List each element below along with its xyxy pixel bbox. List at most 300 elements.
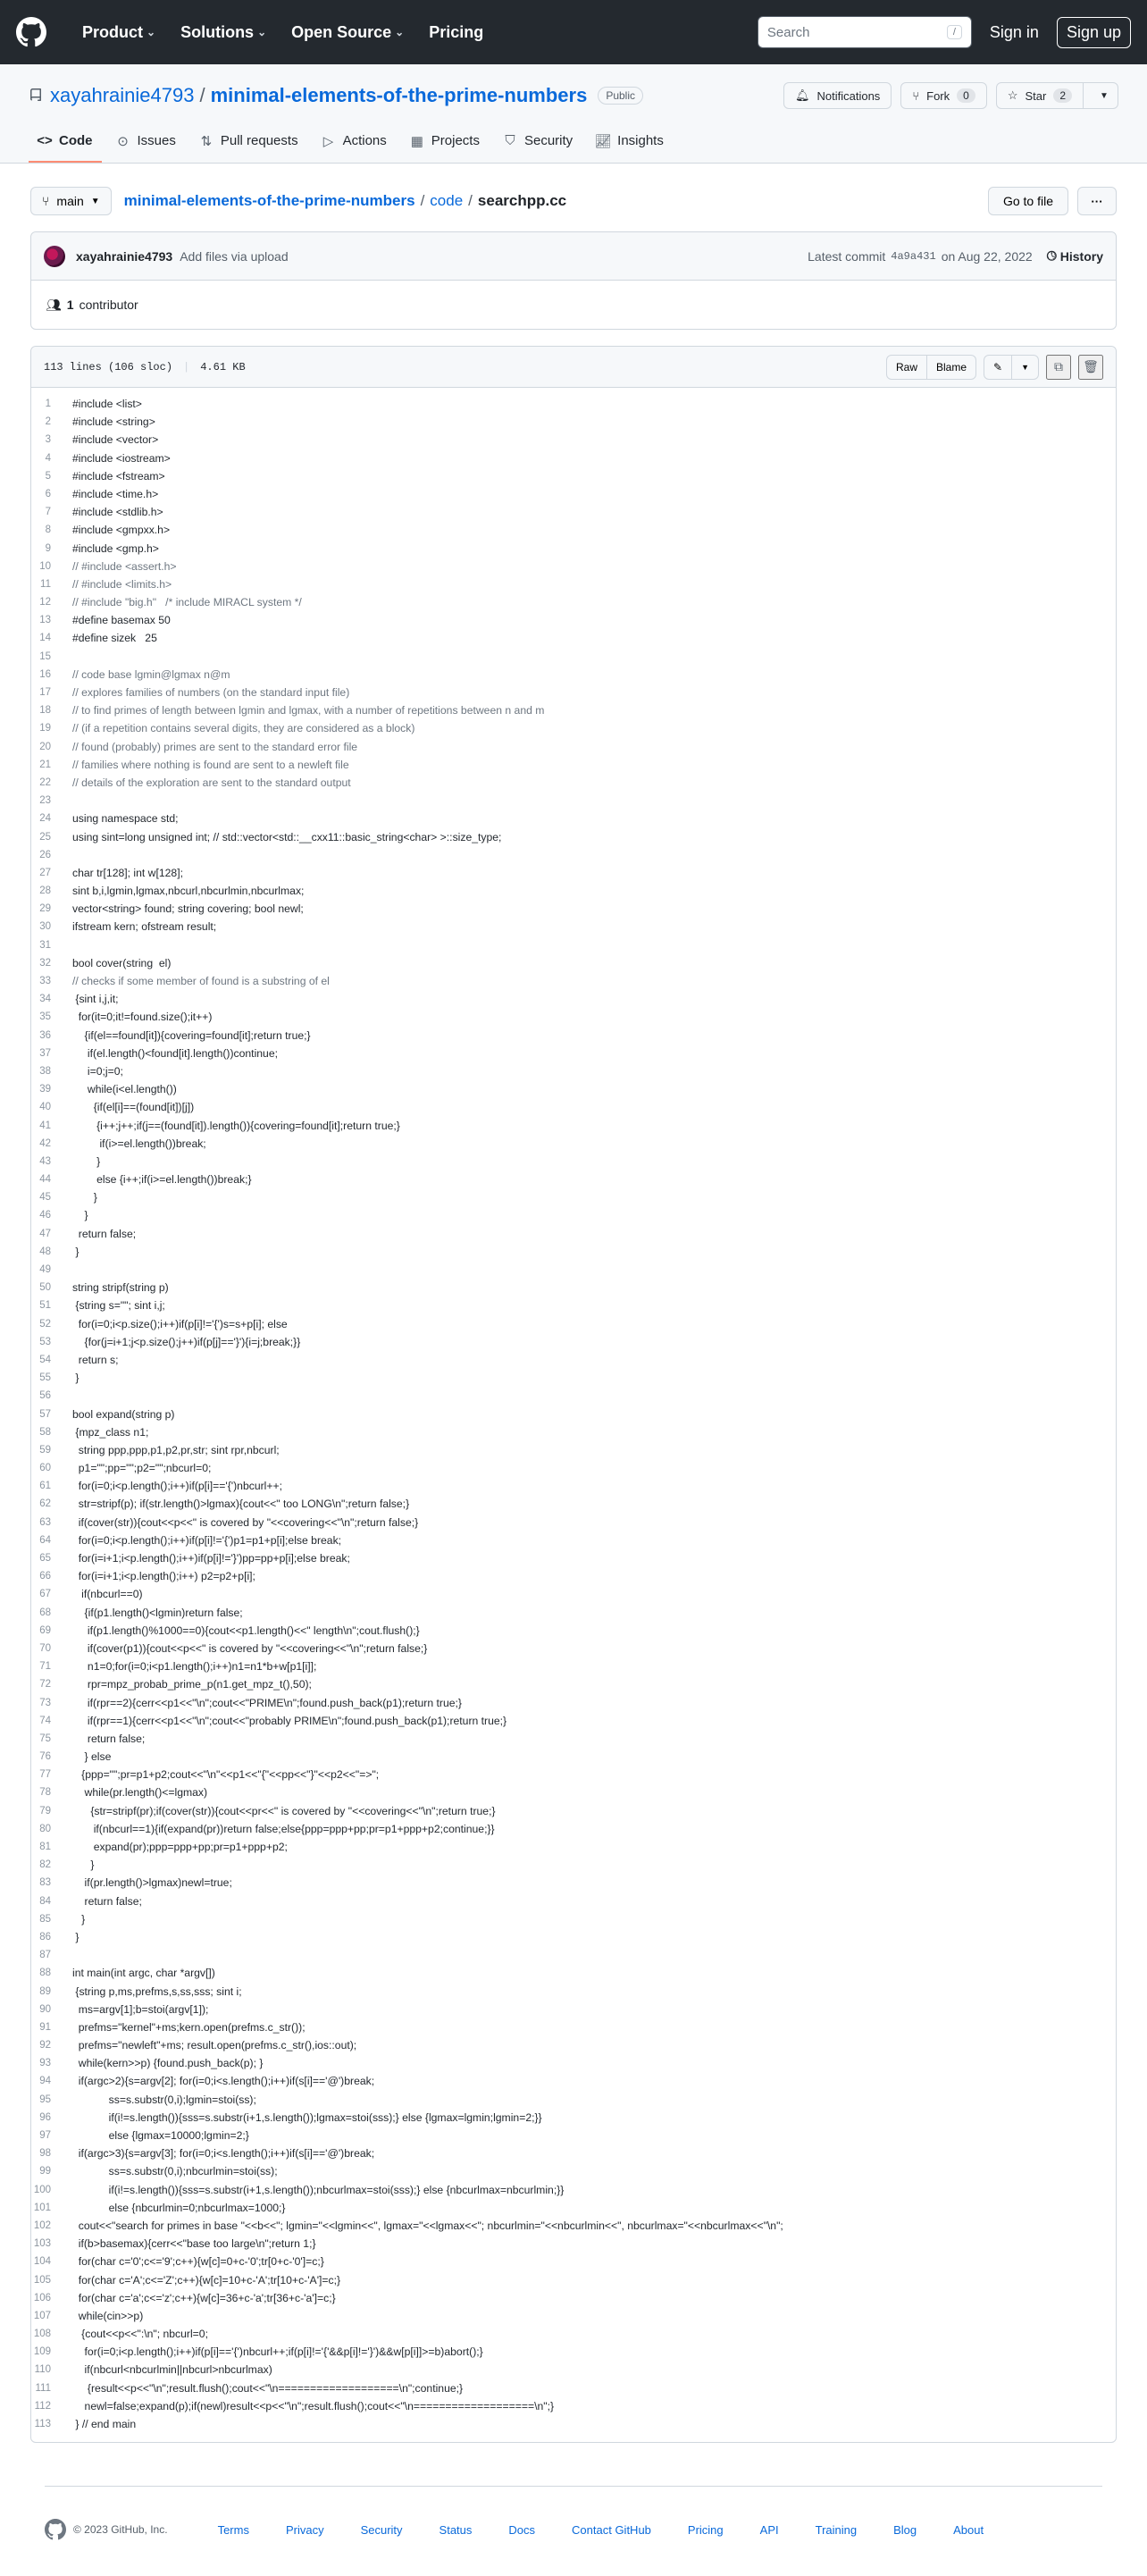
delete-button[interactable]	[1078, 355, 1103, 380]
code-line	[31, 1983, 1116, 2001]
code-line	[31, 1080, 1116, 1098]
line-number[interactable]: 27	[39, 867, 51, 878]
line-number[interactable]: 94	[39, 2076, 51, 2087]
line-number[interactable]: 100	[33, 2184, 51, 2195]
line-number[interactable]: 107	[33, 2310, 51, 2321]
line-number[interactable]: 54	[39, 1354, 51, 1365]
line-number[interactable]: 91	[39, 2021, 51, 2033]
code-line	[31, 2127, 1116, 2144]
line-number[interactable]: 41	[39, 1120, 51, 1131]
commit-sha-link[interactable]: 4a9a431	[891, 249, 936, 263]
code-line	[31, 1910, 1116, 1928]
code-line	[31, 593, 1116, 611]
line-number[interactable]: 104	[33, 2256, 51, 2268]
line-number[interactable]: 14	[39, 633, 51, 644]
line-number[interactable]: 102	[33, 2219, 51, 2231]
line-number[interactable]: 78	[39, 1787, 51, 1799]
line-number[interactable]: 28	[39, 885, 51, 897]
code-line	[31, 1531, 1116, 1549]
line-number[interactable]: 64	[39, 1534, 51, 1546]
code-text	[67, 1261, 72, 1279]
search-box[interactable]	[758, 16, 972, 48]
line-number[interactable]: 61	[39, 1481, 51, 1492]
triangle-down-icon: ▼	[90, 196, 100, 206]
line-number[interactable]: 63	[39, 1516, 51, 1528]
line-number[interactable]: 90	[39, 2003, 51, 2015]
code-text: string ppp,ppp,p1,p2,pr,str; sint rpr,nbcurl;	[72, 1443, 280, 1456]
code-text: return false;	[72, 1732, 146, 1745]
code-line	[31, 1188, 1116, 1206]
code-text: // #include <assert.h>	[72, 559, 177, 573]
line-number[interactable]: 113	[34, 2419, 51, 2429]
code-line	[31, 1296, 1116, 1314]
commit-date: on Aug 22, 2022	[941, 248, 1033, 264]
sign-up-button[interactable]: Sign up	[1057, 17, 1131, 48]
code-text: int main(int argc, char *argv[])	[72, 1967, 215, 1980]
nav-open-source[interactable]	[280, 18, 414, 47]
line-number[interactable]: 75	[39, 1733, 51, 1744]
line-number[interactable]: 21	[39, 759, 51, 770]
code-text: else {nbcurlmin=0;nbcurlmax=1000;}	[72, 2201, 286, 2214]
code-text: using namespace std;	[72, 812, 179, 826]
footer-link-docs[interactable]: Docs	[508, 2522, 536, 2537]
line-number[interactable]: 45	[39, 1192, 51, 1204]
code-line	[31, 1351, 1116, 1369]
code-line	[31, 1766, 1116, 1783]
code-text: #include <time.h>	[72, 487, 159, 500]
code-text: }	[72, 1191, 97, 1204]
line-number[interactable]: 19	[39, 723, 51, 734]
line-number[interactable]: 71	[39, 1661, 51, 1673]
code-text: for(i=0;i<p.length();i++)if(p[i]!='{')p1=p1+p[i];else break;	[72, 1533, 342, 1547]
code-text: // (if a repetition contains several digits, they are considered as a block)	[72, 722, 415, 735]
line-number[interactable]: 49	[39, 1264, 51, 1275]
code-line	[31, 558, 1116, 575]
code-text: if(i!=s.length()){sss=s.substr(i+1,s.length());lgmax=stoi(sss);} else {lgmax=lgmin;lgmin=2;}}	[72, 2110, 542, 2124]
tab-issues-label: Issues	[137, 133, 176, 148]
line-number[interactable]: 31	[39, 939, 51, 951]
notifications-button[interactable]	[783, 82, 892, 109]
line-number[interactable]: 59	[39, 1444, 51, 1456]
line-number[interactable]: 29	[39, 903, 51, 915]
code-line	[31, 882, 1116, 900]
code-text: // found (probably) primes are sent to the standard error file	[72, 740, 358, 753]
code-line	[31, 2361, 1116, 2379]
code-line	[31, 846, 1116, 864]
avatar[interactable]	[44, 246, 65, 267]
code-text	[67, 936, 72, 954]
line-number[interactable]: 16	[39, 668, 51, 680]
tab-insights-label: Insights	[617, 133, 664, 148]
tab-projects[interactable]	[401, 133, 489, 163]
line-number[interactable]: 97	[39, 2130, 51, 2141]
line-number[interactable]: 82	[39, 1859, 51, 1871]
tab-insights[interactable]	[587, 133, 673, 163]
line-number[interactable]: 17	[39, 687, 51, 698]
line-number[interactable]: 69	[39, 1624, 51, 1636]
global-header	[0, 0, 1147, 64]
code-line	[31, 900, 1116, 918]
code-line	[31, 1405, 1116, 1423]
code-text: bool expand(string p)	[72, 1407, 175, 1421]
line-number[interactable]: 93	[39, 2058, 51, 2069]
line-number[interactable]: 52	[39, 1318, 51, 1330]
code-line	[31, 1783, 1116, 1801]
code-text: return false;	[72, 1227, 137, 1240]
contributors-row[interactable]	[31, 281, 1116, 329]
code-text: rpr=mpz_probab_prime_p(n1.get_mpz_t(),50);	[72, 1678, 312, 1691]
code-text: string stripf(string p)	[72, 1281, 169, 1295]
branch-select-button[interactable]	[30, 187, 112, 215]
line-number[interactable]: 34	[39, 994, 51, 1005]
code-line	[31, 2307, 1116, 2325]
line-number[interactable]: 56	[39, 1390, 51, 1402]
line-number[interactable]: 81	[39, 1842, 51, 1852]
footer-link-pricing[interactable]: Pricing	[687, 2522, 724, 2537]
line-number[interactable]: 10	[39, 560, 51, 572]
line-number[interactable]: 110	[34, 2364, 51, 2376]
code-line	[31, 792, 1116, 810]
trash-icon: 🗑︎	[1083, 359, 1099, 373]
code-text: // explores families of numbers (on the standard input file)	[72, 686, 350, 699]
line-number[interactable]: 43	[39, 1155, 51, 1167]
footer-links	[218, 2523, 1021, 2537]
code-line	[31, 1964, 1116, 1982]
code-line	[31, 1387, 1116, 1405]
footer-link-privacy[interactable]: Privacy	[285, 2522, 324, 2537]
line-number[interactable]: 35	[39, 1011, 51, 1023]
code-text: ss=s.substr(0,i);lgmin=stoi(ss);	[72, 2093, 256, 2106]
line-number[interactable]: 57	[39, 1408, 51, 1420]
footer-link-api[interactable]: API	[759, 2522, 779, 2537]
raw-blame-group	[886, 355, 976, 380]
line-number[interactable]: 83	[39, 1877, 51, 1889]
tab-code[interactable]	[29, 133, 102, 163]
line-number[interactable]: 24	[39, 813, 51, 825]
line-number[interactable]: 89	[39, 1985, 51, 1997]
github-logo-icon[interactable]	[16, 17, 46, 47]
line-number[interactable]: 46	[39, 1210, 51, 1221]
footer-link-security[interactable]: Security	[360, 2522, 403, 2537]
line-number[interactable]: 88	[39, 1968, 51, 1979]
code-text: }	[72, 1372, 80, 1385]
line-number[interactable]: 25	[39, 831, 51, 843]
code-line	[31, 1874, 1116, 1892]
repo-owner-link[interactable]: xayahrainie4793	[50, 84, 195, 106]
line-number[interactable]: 44	[39, 1174, 51, 1186]
code-text: return s;	[72, 1353, 119, 1366]
line-number[interactable]: 73	[39, 1697, 51, 1708]
file-size: 4.61 KB	[200, 360, 246, 373]
code-line	[31, 2397, 1116, 2415]
code-line	[31, 449, 1116, 467]
code-line	[31, 756, 1116, 774]
code-line	[31, 1117, 1116, 1135]
code-text: }	[72, 1912, 86, 1926]
line-number[interactable]: 70	[39, 1642, 51, 1654]
code-text: for(i=0;i<p.size();i++)if(p[i]!='{')s=s+p[i]; else	[72, 1317, 288, 1330]
line-number[interactable]: 85	[39, 1913, 51, 1925]
code-line	[31, 2091, 1116, 2109]
line-number[interactable]: 50	[39, 1282, 51, 1294]
copy-button[interactable]	[1046, 355, 1071, 380]
star-button[interactable]	[997, 83, 1084, 108]
repo-name-link[interactable]: minimal-elements-of-the-prime-numbers	[210, 84, 588, 106]
pencil-icon: ✎	[993, 360, 1003, 373]
line-number[interactable]: 62	[39, 1498, 51, 1510]
footer-link-blog[interactable]: Blog	[893, 2522, 917, 2537]
code-line	[31, 1514, 1116, 1531]
line-number[interactable]: 12	[39, 597, 51, 608]
line-number[interactable]: 96	[39, 2111, 51, 2123]
code-line	[31, 1008, 1116, 1026]
raw-button[interactable]: Raw	[886, 355, 927, 380]
bell-icon: 🔔︎	[794, 88, 810, 102]
code-line	[31, 575, 1116, 593]
line-number[interactable]: 1	[45, 399, 51, 409]
line-number[interactable]: 22	[39, 776, 51, 788]
code-line	[31, 1261, 1116, 1279]
commit-author-link[interactable]: xayahrainie4793	[76, 248, 173, 264]
code-text: {i++;j++;if(j==(found[it]).length()){covering=found[it];return true;}	[72, 1119, 400, 1132]
line-number[interactable]: 60	[39, 1463, 51, 1474]
code-text	[67, 1946, 72, 1964]
line-number[interactable]: 13	[39, 615, 51, 626]
code-line	[31, 1657, 1116, 1675]
triangle-down-icon: ▼	[1100, 90, 1109, 101]
code-line	[31, 2054, 1116, 2072]
line-number[interactable]: 87	[39, 1950, 51, 1961]
line-number[interactable]: 79	[39, 1805, 51, 1817]
code-text: {ppp="";pr=p1+p2;cout<<"\n"<<p1<<"{"<<pp<<"}"<<p2<<"=>";	[72, 1768, 380, 1782]
line-number[interactable]: 30	[39, 921, 51, 933]
code-line	[31, 1135, 1116, 1153]
code-line	[31, 1928, 1116, 1946]
line-number[interactable]: 65	[39, 1553, 51, 1564]
breadcrumb-folder-link[interactable]: code	[430, 192, 464, 209]
tab-pull-requests[interactable]	[190, 133, 307, 163]
footer-link-training[interactable]: Training	[815, 2522, 858, 2537]
path-actions	[988, 187, 1117, 215]
line-number[interactable]: 11	[40, 578, 51, 590]
code-line	[31, 2036, 1116, 2054]
line-number[interactable]: 86	[39, 1931, 51, 1942]
line-number[interactable]: 55	[39, 1372, 51, 1384]
line-number[interactable]: 67	[39, 1589, 51, 1600]
more-options-button[interactable]: ···	[1077, 187, 1117, 215]
line-number[interactable]: 38	[39, 1065, 51, 1077]
code-line	[31, 918, 1116, 936]
code-line	[31, 2271, 1116, 2289]
search-shortcut-badge: /	[947, 25, 962, 39]
line-number[interactable]: 68	[39, 1607, 51, 1618]
footer-link-terms[interactable]: Terms	[217, 2522, 249, 2537]
chevron-down-icon: ⌄	[395, 26, 405, 38]
history-link[interactable]	[1047, 248, 1103, 264]
star-count: 2	[1053, 88, 1072, 103]
line-number[interactable]: 72	[39, 1679, 51, 1691]
line-number[interactable]: 80	[39, 1823, 51, 1834]
line-number[interactable]: 112	[34, 2400, 51, 2412]
commit-box	[30, 231, 1117, 330]
footer-link-contact-github[interactable]: Contact GitHub	[572, 2522, 651, 2537]
line-number[interactable]: 4	[45, 452, 51, 464]
repo-header	[0, 64, 1147, 164]
code-text: prefms="newleft"+ms; result.open(prefms.c_str(),ios::out);	[72, 2039, 357, 2052]
line-number[interactable]: 74	[39, 1715, 51, 1726]
latest-commit-label: Latest commit	[808, 248, 886, 264]
breadcrumb-repo-link[interactable]: minimal-elements-of-the-prime-numbers	[123, 192, 415, 209]
code-text: {cout<<p<<":\n"; nbcurl=0;	[72, 2328, 208, 2341]
code-line	[31, 2181, 1116, 2199]
star-dropdown-button[interactable]	[1091, 83, 1118, 108]
line-number[interactable]: 92	[39, 2040, 51, 2052]
line-number[interactable]: 23	[39, 795, 51, 807]
code-line	[31, 648, 1116, 666]
nav-solutions-label: Solutions	[180, 22, 255, 41]
code-text: if(b>basemax){cerr<<"base too large\n";return 1;}	[72, 2237, 316, 2251]
code-line	[31, 485, 1116, 503]
line-number[interactable]: 103	[33, 2238, 51, 2250]
tab-security[interactable]	[494, 133, 582, 163]
code-line	[31, 828, 1116, 846]
line-number[interactable]: 5	[45, 470, 51, 482]
history-label: History	[1059, 248, 1103, 264]
fork-button[interactable]	[900, 82, 987, 109]
git-branch-icon: ⑂	[42, 194, 50, 208]
code-text	[67, 846, 72, 864]
code-text: #include <stdlib.h>	[72, 506, 163, 519]
graph-icon: 📈︎	[594, 133, 612, 149]
line-number[interactable]: 32	[39, 957, 51, 969]
edit-button[interactable]	[984, 355, 1012, 380]
line-number[interactable]: 48	[39, 1246, 51, 1257]
code-line	[31, 666, 1116, 684]
shield-icon: ⛉	[505, 133, 515, 148]
line-number[interactable]: 40	[39, 1102, 51, 1113]
line-number[interactable]: 66	[39, 1571, 51, 1582]
tab-actions[interactable]	[313, 133, 396, 163]
code-line	[31, 2379, 1116, 2397]
code-text: #define basemax 50	[72, 614, 171, 627]
code-text: bool cover(string el)	[72, 956, 172, 969]
code-text: ifstream kern; ofstream result;	[72, 920, 217, 934]
tab-issues[interactable]	[107, 133, 185, 163]
line-number[interactable]: 15	[39, 650, 51, 662]
line-number[interactable]: 51	[39, 1300, 51, 1312]
code-text: if(rpr==1){cerr<<p1<<"\n";cout<<"probably PRIME\n";found.push_back(p1);return true;}	[72, 1714, 507, 1727]
line-number[interactable]: 101	[33, 2202, 51, 2213]
line-number[interactable]: 99	[39, 2166, 51, 2177]
line-number[interactable]: 95	[39, 2094, 51, 2105]
line-number[interactable]: 111	[35, 2382, 51, 2394]
code-line	[31, 1369, 1116, 1387]
code-line	[31, 1441, 1116, 1459]
line-number[interactable]: 2	[45, 416, 51, 428]
code-line	[31, 1585, 1116, 1603]
line-number[interactable]: 53	[39, 1336, 51, 1347]
nav-pricing[interactable]	[418, 18, 494, 47]
search-input[interactable]	[767, 25, 947, 40]
line-number[interactable]: 37	[39, 1047, 51, 1059]
line-number[interactable]: 33	[39, 976, 51, 986]
code-line	[31, 1856, 1116, 1874]
code-line	[31, 2162, 1116, 2180]
code-text: for(char c='0';c<='9';c++){w[c]=0+c-'0';tr[0+c-'0']=c;}	[72, 2255, 324, 2269]
code-text: #include <string>	[72, 415, 155, 429]
footer-link-about[interactable]: About	[953, 2522, 984, 2537]
line-number[interactable]: 20	[39, 741, 51, 752]
sign-in-link[interactable]: Sign in	[989, 22, 1039, 41]
line-number[interactable]: 18	[39, 705, 51, 717]
nav-open-source-label: Open Source	[291, 22, 392, 41]
code-text: }	[72, 1245, 80, 1258]
blame-button[interactable]: Blame	[927, 355, 976, 380]
edit-dropdown-button[interactable]	[1012, 355, 1039, 380]
line-number[interactable]: 39	[39, 1084, 51, 1095]
go-to-file-button[interactable]: Go to file	[988, 187, 1068, 215]
line-number[interactable]: 9	[45, 542, 51, 554]
line-number[interactable]: 7	[45, 507, 51, 518]
line-number[interactable]: 108	[33, 2328, 51, 2340]
code-text: if(el.length()<found[it].length())continue;	[72, 1046, 278, 1060]
nav-solutions[interactable]	[170, 18, 277, 47]
line-number[interactable]: 36	[39, 1029, 51, 1041]
line-number[interactable]: 76	[39, 1751, 51, 1763]
code-line	[31, 1459, 1116, 1477]
line-number[interactable]: 26	[39, 849, 51, 860]
line-number[interactable]: 6	[45, 488, 51, 499]
line-number[interactable]: 42	[39, 1137, 51, 1149]
code-text: if(i>=el.length())break;	[72, 1137, 206, 1150]
code-line	[31, 1153, 1116, 1171]
code-body	[31, 388, 1116, 2442]
line-number[interactable]: 109	[33, 2346, 51, 2358]
line-number[interactable]: 58	[39, 1426, 51, 1438]
code-text: i=0;j=0;	[72, 1064, 123, 1078]
code-line	[31, 864, 1116, 882]
code-text: ss=s.substr(0,i);nbcurlmin=stoi(ss);	[72, 2165, 278, 2178]
code-line	[31, 1171, 1116, 1188]
file-viewer	[30, 346, 1117, 2443]
line-number[interactable]: 106	[33, 2292, 51, 2303]
code-text: if(nbcurl==0)	[72, 1588, 143, 1601]
line-number[interactable]: 105	[33, 2274, 51, 2286]
code-line	[31, 1243, 1116, 1261]
notifications-label: Notifications	[816, 88, 881, 103]
line-number[interactable]: 84	[39, 1895, 51, 1907]
code-line	[31, 1045, 1116, 1062]
code-line	[31, 1279, 1116, 1296]
main-content	[0, 164, 1147, 2576]
footer-link-status[interactable]: Status	[439, 2522, 473, 2537]
nav-product[interactable]	[71, 18, 166, 47]
code-text: n1=0;for(i=0;i<p1.length();i++)n1=n1*b+w[p1[i]];	[72, 1660, 317, 1674]
footer-copyright: © 2023 GitHub, Inc.	[73, 2523, 168, 2537]
pull-request-icon: ⇅	[200, 133, 213, 149]
line-number[interactable]: 77	[39, 1769, 51, 1781]
code-line	[31, 431, 1116, 449]
breadcrumb-separator: /	[420, 192, 425, 209]
line-number[interactable]: 3	[45, 434, 51, 446]
code-text: p1="";pp="";p2="";nbcurl=0;	[72, 1462, 212, 1475]
branch-label: main	[56, 194, 84, 208]
line-number[interactable]: 8	[45, 524, 51, 536]
tab-pull-requests-label: Pull requests	[220, 133, 298, 148]
line-number[interactable]: 47	[39, 1228, 51, 1239]
commit-message[interactable]: Add files via upload	[180, 248, 289, 264]
line-number[interactable]: 98	[39, 2148, 51, 2160]
